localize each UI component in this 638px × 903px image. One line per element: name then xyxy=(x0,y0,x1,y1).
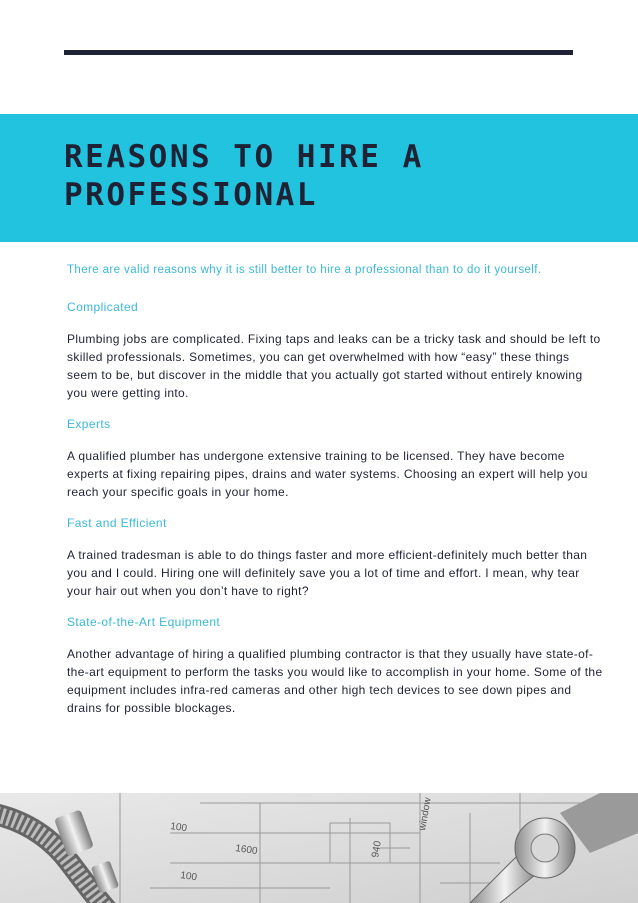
blueprint-label-e: window xyxy=(417,796,434,832)
blueprint-label-a: 100 xyxy=(169,821,188,835)
section-heading-fast-and-efficient: Fast and Efficient xyxy=(67,516,167,530)
section-body-complicated: Plumbing jobs are complicated. Fixing taps and leaks can be a tricky task and should be left to skilled professionals. Sometimes, you can get overwhelmed with how “easy” these things seem to be, but discover in the middle that you actually got started without entirely knowing you were getting into. xyxy=(67,332,601,400)
section-body-fast-and-efficient: A trained tradesman is able to do things faster and more efficient-definitely much better than you and I could. Hiring one will definitely save you a lot of time and effort. I mean, why tear your hair out when you don’t have to right? xyxy=(67,548,588,598)
blueprint-label-d: 940 xyxy=(370,840,384,859)
section-heading-equipment: State-of-the-Art Equipment xyxy=(67,615,221,629)
intro-text: There are valid reasons why it is still better to hire a professional than to do it yourself. xyxy=(67,264,542,276)
blueprint-illustration xyxy=(0,793,638,903)
section-body-experts: A qualified plumber has undergone extensive training to be licensed. They have become experts at fixing repairing pipes, drains and water systems. Choosing an expert will help you reach your specific goals in your home. xyxy=(67,449,588,499)
page-title xyxy=(64,138,424,214)
page-title-line-1: REASONS TO HIRE A xyxy=(64,139,424,175)
section-body-equipment: Another advantage of hiring a qualified plumbing contractor is that they usually have state-of-the-art equipment to perform the tasks you would like to accomplish in your home. Some of the equipment includes infra-red cameras and other high tech devices to see down pipes and drains for possible blockages. xyxy=(67,647,603,715)
blueprint-photo xyxy=(0,793,638,903)
section-heading-experts: Experts xyxy=(67,417,111,431)
blueprint-label-c: 1600 xyxy=(234,843,259,858)
page-title-line-2: PROFESSIONAL xyxy=(64,177,318,213)
blueprint-label-b: 100 xyxy=(179,870,198,884)
article-content xyxy=(67,262,603,717)
section-heading-complicated: Complicated xyxy=(67,300,139,314)
top-divider-bar xyxy=(64,50,573,55)
